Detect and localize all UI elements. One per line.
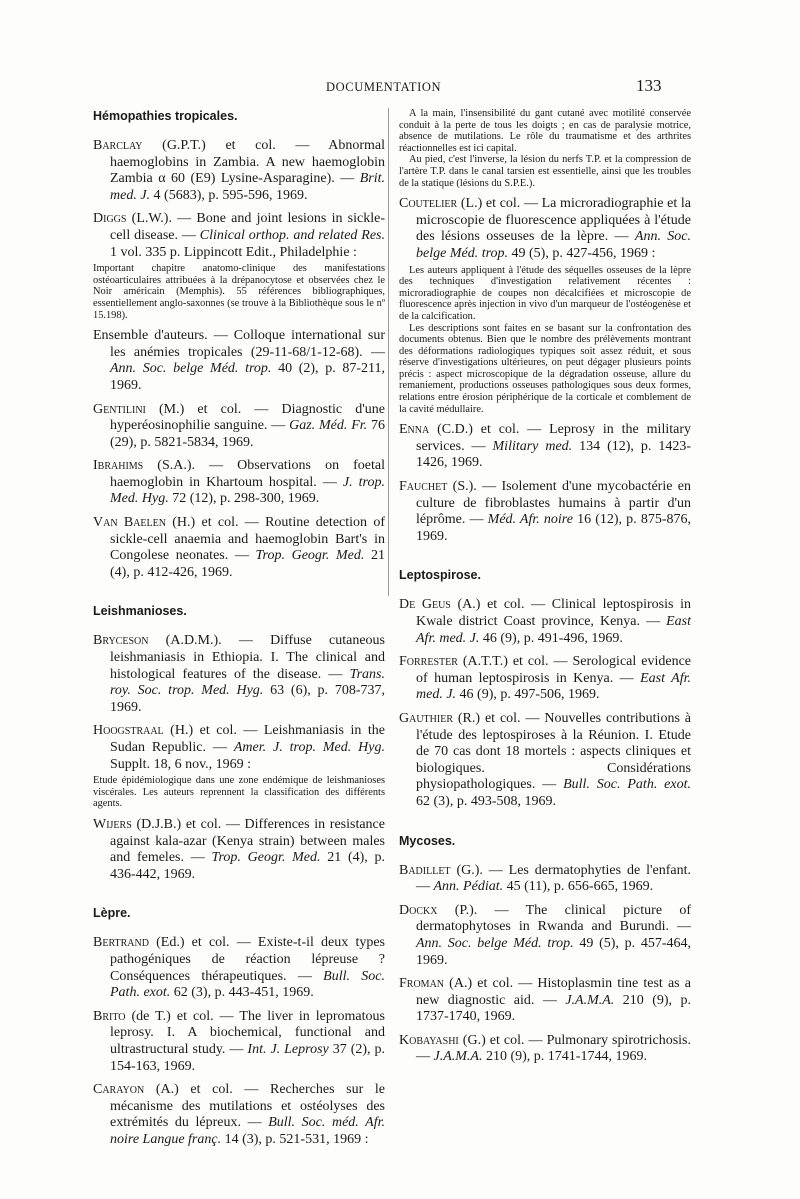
entry-ref: 134 (12), p. 1423-1426, 1969. bbox=[416, 438, 691, 471]
entry-author: Bryceson bbox=[93, 633, 149, 649]
note-paragraph: A la main, l'insensibilité du gant cutané avec motilité conservée conduit à la perte de tous les doigts ; en cas de paralysie motrice, absence de mutilations. Le rôle du traumatisme et des arthrites réactionnelles est ici capital. bbox=[399, 108, 691, 154]
entry-journal: East Afr. med. J. bbox=[416, 670, 691, 703]
entry-journal: J.A.M.A. bbox=[565, 992, 615, 1008]
entry-ref: 76 (29), p. 5821-5834, 1969. bbox=[110, 418, 385, 450]
entry-journal: Trans. roy. Soc. trop. Med. Hyg. bbox=[110, 666, 385, 699]
entry-journal: Brit. med. J. bbox=[110, 171, 385, 203]
entry-text: (Ed.) et col. — Existe-t-il deux types pathogéniques de réaction lépreuse ? Conséquences thérapeutiques. — bbox=[110, 935, 385, 984]
entry-journal: Bull. Soc. méd. Afr. noire Langue franç. bbox=[110, 1115, 385, 1147]
note-paragraph: Etude épidémiologique dans une zone endémique de leishmanioses viscérales. Les auteurs reprennent la classification des différents agents. bbox=[93, 775, 385, 810]
entry-text: (S.A.). — Observations on foetal haemoglobin in Khartoum hospital. — bbox=[110, 458, 385, 490]
note-paragraph: Les auteurs appliquent à l'étude des séquelles osseuses de la lèpre des techniques d'investigation relativement récentes : microradiographie de coupes non décalcifiées et microscopie de fluorescence après injection in vivo d'un marqueur de l'ostéogenèse et de la calcification. bbox=[399, 264, 691, 322]
bib-entry bbox=[399, 422, 691, 472]
entry-author: Badillet bbox=[399, 862, 451, 878]
entry-author: Forrester bbox=[399, 654, 458, 670]
abstract-note bbox=[93, 775, 385, 810]
bib-entry bbox=[399, 479, 691, 545]
entry-ref: 37 (2), p. 154-163, 1969. bbox=[110, 1041, 386, 1074]
entry-text: (P.). — The clinical picture of dermatophytoses in Rwanda and Burundi. — bbox=[416, 902, 691, 935]
entry-text: (H.) et col. — Leishmaniasis in the Sudan Republic. — bbox=[110, 723, 385, 755]
entry-author: Hoogstraal bbox=[93, 723, 164, 739]
entry-ref: 49 (5), p. 427-456, 1969 : bbox=[508, 245, 656, 261]
entry-journal: Bull. Soc. Path. exot. bbox=[563, 777, 691, 793]
entry-author: Enna bbox=[399, 422, 430, 438]
entry-journal: Ann. Soc. belge Méd. trop. bbox=[416, 935, 574, 951]
page-number: 133 bbox=[636, 76, 662, 95]
bib-entry bbox=[93, 402, 385, 452]
section-title-leptospirose: Leptospirose. bbox=[399, 568, 481, 583]
bib-entry bbox=[399, 903, 691, 969]
entry-journal: Amer. J. trop. Med. Hyg. bbox=[233, 740, 385, 755]
entry-text: (A.) et col. — Recherches sur le mécanisme des mutilations et ostéolyses des extrémités du lépreux. — bbox=[110, 1082, 385, 1131]
entry-author: Coutelier bbox=[399, 196, 458, 212]
entry-text: (de T.) et col. — The liver in lepromatous leprosy. I. A biochemical, functional and ultrastructural study. — bbox=[110, 1008, 385, 1057]
bib-entry bbox=[399, 597, 691, 647]
entry-ref: 16 (12), p. 875-876, 1969. bbox=[416, 512, 691, 544]
entry-author: Carayon bbox=[93, 1082, 145, 1098]
entry-text: (A.) et col. — Histoplasmin tine test as a new diagnostic aid. — bbox=[416, 976, 691, 1008]
entry-ref: 210 (9), p. 1741-1744, 1969. bbox=[482, 1049, 647, 1065]
bib-entry bbox=[399, 196, 691, 262]
entry-author: Wijers bbox=[93, 816, 132, 832]
entry-text: (S.). — Isolement d'une mycobactérie en culture de fibroblastes humains à partir d'un léprôme. — bbox=[416, 479, 691, 528]
entry-text: (C.D.) et col. — Leprosy in the military services. — bbox=[416, 422, 691, 454]
bib-entry bbox=[93, 211, 385, 261]
running-title: DOCUMENTATION bbox=[326, 80, 442, 94]
bib-entry bbox=[93, 723, 385, 773]
note-paragraph: Important chapitre anatomo-clinique des manifestations ostéoarticulaires attribuées à la drépanocytose et observées chez le Noir américain (Memphis). 55 références bibliographiques, essentiellement anglo-saxonnes (se trouve à la Bibliothèque sous le nº 15.198). bbox=[93, 263, 385, 321]
entry-ref: 14 (3), p. 521-531, 1969 : bbox=[221, 1131, 369, 1147]
entry-text: (R.) et col. — Nouvelles contributions à l'étude des leptospiroses à la Réunion. I. Etude de 70 cas dont 18 mortels : aspects cliniques et biologiques. Considérations physiopathologiques. — bbox=[416, 710, 691, 793]
note-paragraph: Les descriptions sont faites en se basant sur la confrontation des documents obtenus. Bien que le nombre des prélèvements montrant des déformations radiologiques typiques soit assez réduit, et sous réserve d'investigations ultérieures, on peut dégager plusieurs points précis : aspect microscopique de la dégradation osseuse, allure du remaniement, productions osseuses pathologiques sous deux formes, relations entre érosion périphérique de la corticale et comblement de la cavité médullaire. bbox=[399, 322, 691, 415]
entry-author: Kobayashi bbox=[399, 1032, 459, 1048]
section-title-hemopathies: Hémopathies tropicales. bbox=[93, 109, 238, 123]
entry-ref: 62 (3), p. 493-508, 1969. bbox=[416, 793, 556, 809]
entry-text: (H.) et col. — Routine detection of sickle-cell anaemia and haemoglobin Bart's in Congolese neonates. — bbox=[110, 515, 385, 564]
entry-journal: J.A.M.A. bbox=[433, 1049, 483, 1065]
entry-text: Ensemble d'auteurs. — Colloque international sur les anémies tropicales (29-11-68/1-12-68). — bbox=[93, 328, 385, 360]
bib-entry bbox=[93, 328, 385, 394]
entry-ref: 63 (6), p. 708-737, 1969. bbox=[110, 683, 385, 715]
entry-text: (D.J.B.) et col. — Differences in resistance against kala-azar (Kenya strain) between males and femeles. — bbox=[110, 816, 385, 866]
note-paragraph: Au pied, c'est l'inverse, la lésion du nerfs T.P. et la compression de l'artère T.P. dans le canal tarsien est essentielle, ainsi que les troubles de la statique (lésions du S.P.E.). bbox=[399, 154, 691, 189]
entry-journal: Trop. Geogr. Med. bbox=[211, 850, 321, 866]
entry-ref: 46 (9), p. 497-506, 1969. bbox=[456, 687, 600, 703]
entry-ref: 46 (9), p. 491-496, 1969. bbox=[479, 630, 623, 646]
entry-author: Gentilini bbox=[93, 401, 146, 417]
entry-text: (A.) et col. — Clinical leptospirosis in Kwale district Coast province, Kenya. — bbox=[416, 597, 691, 629]
section-title-lepre: Lèpre. bbox=[93, 906, 131, 921]
entry-author: Diggs bbox=[93, 211, 127, 227]
continued-note bbox=[399, 108, 691, 189]
abstract-note bbox=[399, 265, 691, 416]
entry-journal: Int. J. Leprosy bbox=[247, 1041, 329, 1057]
entry-author: Van Baelen bbox=[93, 515, 166, 531]
bib-entry bbox=[399, 1033, 691, 1066]
entry-author: Froman bbox=[399, 976, 445, 992]
entry-text: (A.D.M.). — Diffuse cutaneous leishmaniasis in Ethiopia. I. The clinical and histological features of the disease. — bbox=[110, 633, 385, 682]
entry-ref: 4 (5683), p. 595-596, 1969. bbox=[150, 187, 308, 203]
entry-author: Bertrand bbox=[93, 935, 149, 951]
left-column bbox=[93, 108, 385, 1155]
entry-text: (M.) et col. — Diagnostic d'une hyperéosinophilie sanguine. — bbox=[110, 401, 385, 434]
entry-text: (G.P.T.) et col. — Abnormal haemoglobins in Zambia. A new haemoglobin Zambia α 60 (E9) Lysine-Asparagine). — bbox=[110, 138, 385, 187]
bib-entry bbox=[399, 711, 691, 811]
entry-author: Brito bbox=[93, 1008, 126, 1024]
entry-ref: 21 (4), p. 436-442, 1969. bbox=[110, 850, 385, 882]
entry-author: Dockx bbox=[399, 902, 438, 918]
entry-ref: Supplt. 18, 6 nov., 1969 : bbox=[110, 756, 252, 772]
entry-ref: 21 (4), p. 412-426, 1969. bbox=[110, 548, 385, 580]
entry-journal: Ann. Pédiat. bbox=[433, 879, 504, 895]
entry-journal: Clinical orthop. and related Res. bbox=[199, 227, 385, 243]
entry-ref: 62 (3), p. 443-451, 1969. bbox=[170, 985, 314, 1001]
entry-text: (L.W.). — Bone and joint lesions in sickle-cell disease. — bbox=[110, 211, 385, 243]
entry-text: (A.T.T.) et col. — Serological evidence of human leptospirosis in Kenya. — bbox=[416, 654, 691, 686]
section-title-leishmanioses: Leishmanioses. bbox=[93, 604, 187, 619]
entry-text: (G.). — Les dermatophyties de l'enfant. — bbox=[416, 862, 691, 895]
entry-author: Ibrahims bbox=[93, 458, 144, 474]
entry-ref: 45 (11), p. 656-665, 1969. bbox=[503, 879, 654, 895]
entry-author: Barclay bbox=[93, 138, 143, 153]
abstract-note bbox=[93, 263, 385, 321]
entry-ref: 1 vol. 335 p. Lippincott Edit., Philadelphie : bbox=[110, 244, 357, 260]
entry-journal: J. trop. Med. Hyg. bbox=[110, 474, 385, 507]
bib-entry bbox=[93, 515, 385, 581]
entry-author: Fauchet bbox=[399, 479, 448, 495]
entry-author: De Geus bbox=[399, 597, 451, 613]
section-title-mycoses: Mycoses. bbox=[399, 833, 456, 848]
entry-ref: 210 (9), p. 1737-1740, 1969. bbox=[416, 992, 691, 1025]
entry-journal: Ann. Soc. belge Méd. trop. bbox=[416, 229, 692, 261]
entry-ref: 40 (2), p. 87-211, 1969. bbox=[110, 361, 385, 393]
entry-text: (L.) et col. — La microradiographie et la microscopie de fluorescence appliquées à l'étude des lésions osseuses de la lèpre. — bbox=[416, 196, 691, 245]
entry-journal: East Afr. med. J. bbox=[416, 614, 691, 646]
entry-text: (G.) et col. — Pulmonary spirotrichosis. — bbox=[416, 1032, 691, 1065]
bib-entry bbox=[93, 817, 385, 883]
bib-entry bbox=[93, 1009, 385, 1075]
entry-author: Gauthier bbox=[399, 710, 453, 726]
entry-journal: Méd. Afr. noire bbox=[487, 512, 573, 528]
right-column bbox=[399, 108, 691, 1073]
page-header bbox=[0, 78, 800, 100]
entry-journal: Gaz. Méd. Fr. bbox=[289, 418, 368, 434]
entry-journal: Trop. Geogr. Med. bbox=[255, 548, 365, 564]
bib-entry bbox=[93, 935, 385, 1001]
bib-entry bbox=[93, 633, 385, 716]
entry-journal: Ann. Soc. belge Méd. trop. bbox=[110, 361, 272, 377]
bib-entry bbox=[399, 976, 691, 1026]
entry-ref: 49 (5), p. 457-464, 1969. bbox=[416, 935, 691, 968]
bib-entry bbox=[93, 1082, 385, 1148]
column-divider bbox=[388, 108, 389, 596]
entry-ref: 72 (12), p. 298-300, 1969. bbox=[168, 491, 320, 507]
entry-journal: Bull. Soc. Path. exot. bbox=[110, 968, 385, 1001]
entry-journal: Military med. bbox=[492, 438, 573, 454]
bib-entry bbox=[399, 654, 691, 704]
bib-entry bbox=[399, 863, 691, 896]
bib-entry bbox=[93, 138, 385, 204]
bib-entry bbox=[93, 458, 385, 508]
